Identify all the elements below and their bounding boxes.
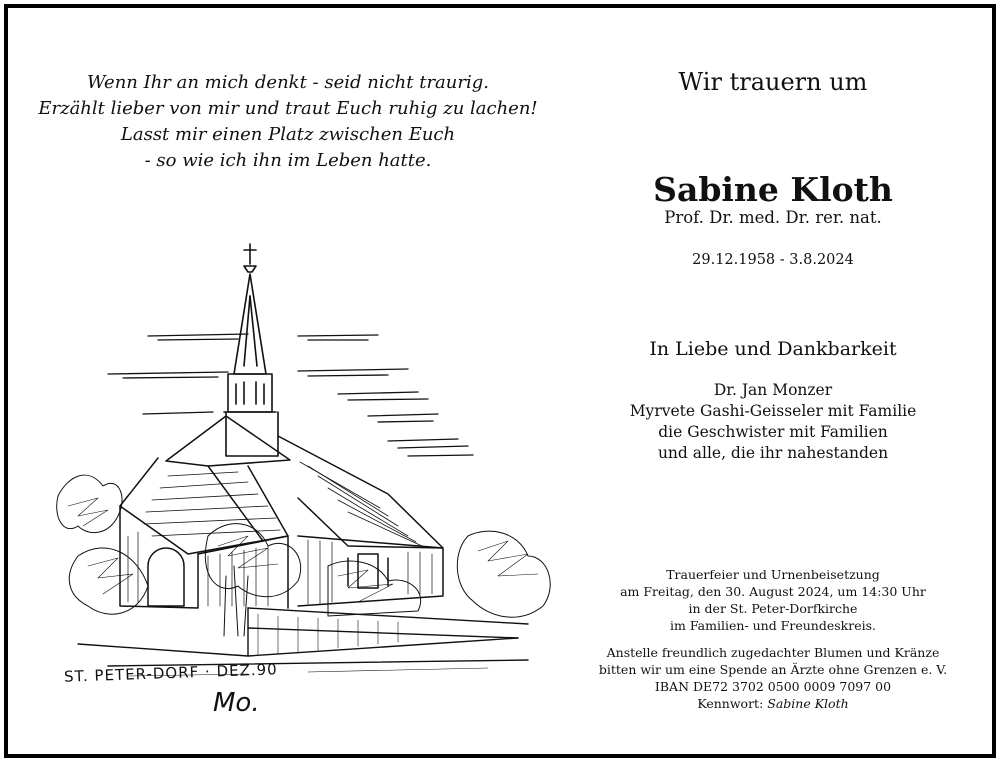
ceremony-line: im Familien- und Freundeskreis. <box>670 618 876 633</box>
donation-details <box>568 644 978 712</box>
walls <box>120 506 443 608</box>
love-line: In Liebe und Dankbarkeit <box>649 338 897 360</box>
poem-line: Lasst mir einen Platz zwischen Euch <box>120 124 456 145</box>
notice-frame <box>4 4 996 758</box>
ceremony-line: in der St. Peter-Dorfkirche <box>688 601 858 616</box>
ground <box>78 608 528 666</box>
keyword-value: Sabine Kloth <box>767 696 849 711</box>
donation-keyword <box>568 695 978 712</box>
mourner: die Geschwister mit Familien <box>658 423 888 441</box>
donation-line: bitten wir um eine Spende an Ärzte ohne Grenzen e. V. <box>598 662 948 677</box>
keyword-label: Kennwort: <box>697 696 764 711</box>
foliage-scribble <box>68 498 538 602</box>
mourners-list <box>568 380 978 464</box>
artist-signature: Mo. <box>213 688 260 718</box>
mourning-heading: Wir trauern um <box>678 68 868 96</box>
deceased-name: Sabine Kloth <box>653 170 893 209</box>
ceremony-line: Trauerfeier und Urnenbeisetzung <box>666 567 880 582</box>
ceremony-line: am Freitag, den 30. August 2024, um 14:30 Uhr <box>620 584 926 599</box>
mourner: Dr. Jan Monzer <box>713 381 833 399</box>
poem-line: Wenn Ihr an mich denkt - seid nicht traurig. <box>87 72 489 93</box>
sketch-caption: ST. PETER-DORF · DEZ.90 <box>63 660 278 686</box>
donation-line: Anstelle freundlich zugedachter Blumen und Kränze <box>606 645 940 660</box>
poem-line: - so wie ich ihn im Leben hatte. <box>144 150 432 171</box>
mourner: und alle, die ihr nahestanden <box>657 444 889 462</box>
sky-lines <box>108 334 473 456</box>
mourner: Myrvete Gashi-Geisseler mit Familie <box>629 402 917 420</box>
life-dates: 29.12.1958 - 3.8.2024 <box>692 252 854 268</box>
spire <box>224 244 278 456</box>
poem <box>28 70 548 174</box>
donation-iban: IBAN DE72 3702 0500 0009 7097 00 <box>654 679 892 694</box>
poem-line: Erzählt lieber von mir und traut Euch ruhig zu lachen! <box>38 98 538 119</box>
church-sketch <box>48 236 568 726</box>
ceremony-details <box>568 566 978 634</box>
academic-titles: Prof. Dr. med. Dr. rer. nat. <box>664 208 882 227</box>
roof-hatching <box>144 462 422 546</box>
